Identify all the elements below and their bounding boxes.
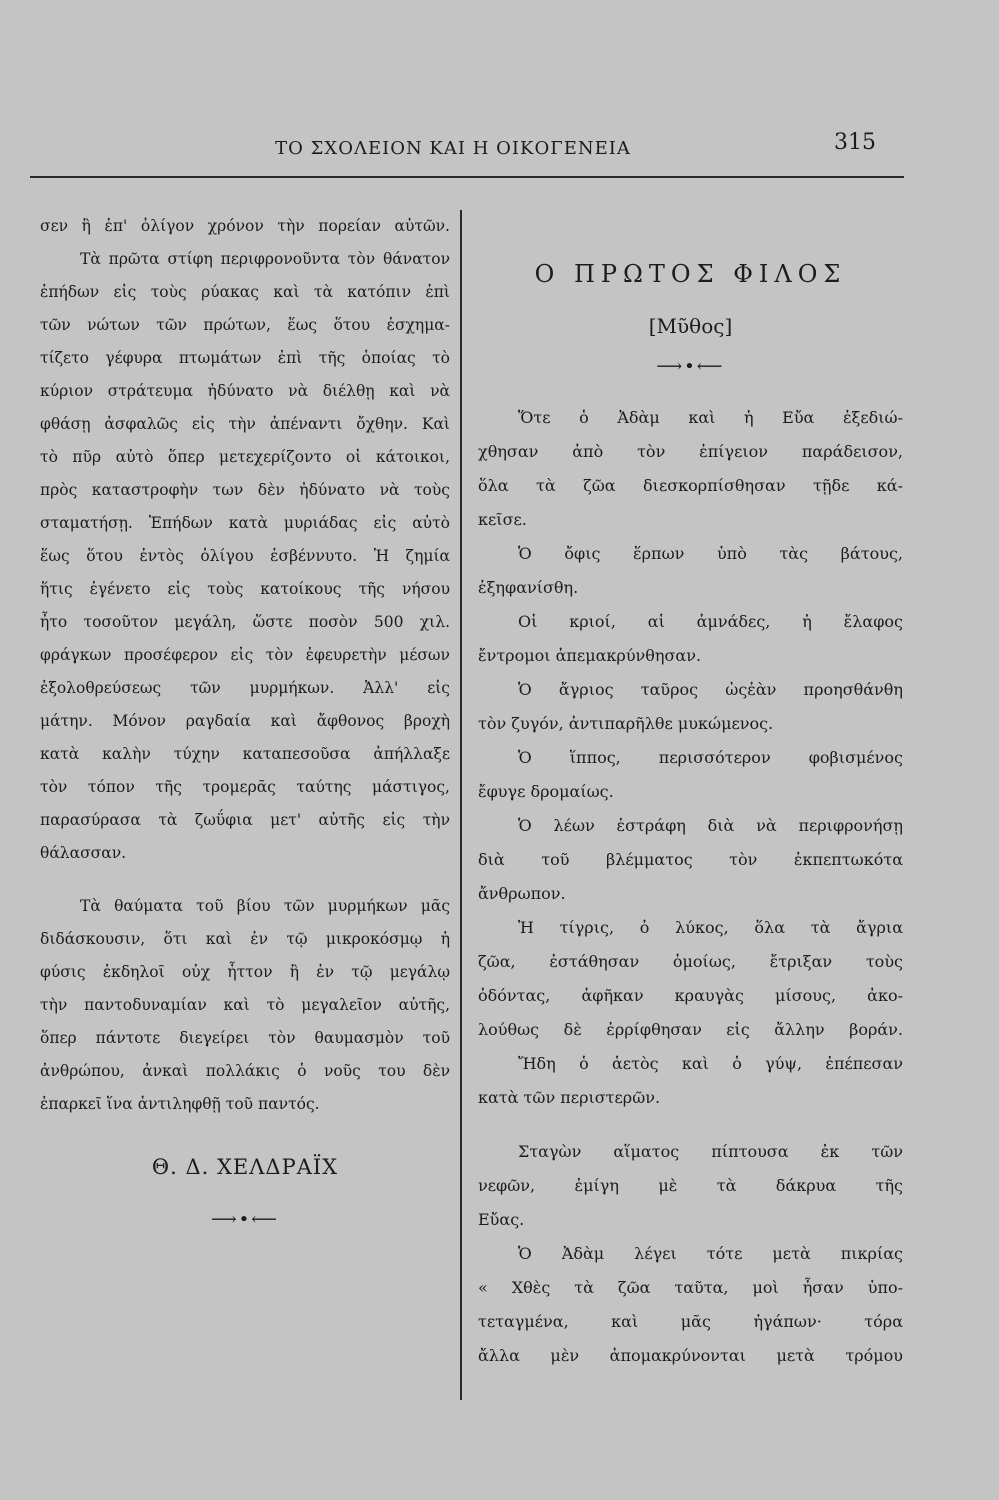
end-ornament: ⟶•⟵ <box>210 1209 280 1230</box>
text-line: ἕως ὅτου ἐντὸς ὀλίγου ἐσβέννυτο. Ἡ ζημία <box>40 547 450 565</box>
text-line: τὸ πῦρ αὐτὸ ὅπερ μετεχερίζοντο οἱ κάτοικοι, <box>40 448 450 466</box>
text-line: ζῶα, ἐστάθησαν ὁμοίως, ἔτριξαν τοὺς <box>478 952 903 971</box>
text-line: κατὰ τῶν περιστερῶν. <box>478 1088 661 1107</box>
text-line: ἀνθρώπου, ἀνκαὶ πολλάκις ὁ νοῦς του δὲν <box>40 1062 450 1080</box>
text-line: ἔφυγε δρομαίως. <box>478 782 614 801</box>
text-line: ἦτο τοσοῦτον μεγάλη, ὥστε ποσὸν 500 χιλ. <box>40 613 450 631</box>
text-line: τεταγμένα, καὶ μᾶς ἠγάπων· τόρα <box>478 1312 903 1331</box>
title-ornament: ⟶•⟵ <box>656 356 725 377</box>
text-line: λούθως δὲ ἐρρίφθησαν εἰς ἄλλην βοράν. <box>478 1020 903 1039</box>
left-paragraph-1 <box>40 210 450 870</box>
text-line: Τὰ πρῶτα στίφη περιφρονοῦντα τὸν θάνατον <box>80 250 450 268</box>
text-line: τὸν τόπον τῆς τρομερᾶς ταύτης μάστιγος, <box>40 778 450 796</box>
text-line: ἐξολοθρεύσεως τῶν μυρμήκων. Ἀλλ' εἰς <box>40 679 450 697</box>
author-signature: Θ. Δ. ΧΕΛΔΡΑΪΧ <box>151 1155 339 1179</box>
column-divider <box>460 210 462 1400</box>
text-line: ἄνθρωπον. <box>478 884 566 903</box>
text-line: θάλασσαν. <box>40 844 127 862</box>
text-line: ἄλλα μὲν ἀπομακρύνονται μετὰ τρόμου <box>478 1346 903 1365</box>
text-line: κατὰ καλὴν τύχην καταπεσοῦσα ἀπήλλαξε <box>40 745 450 763</box>
text-line: Ὁ ἄγριος ταῦρος ὡςἐὰν προησθάνθη <box>518 680 903 699</box>
text-line: ἔντρομοι ἀπεμακρύνθησαν. <box>478 646 702 665</box>
text-line: Ἤδη ὁ ἀετὸς καὶ ὁ γύψ, ἐπέπεσαν <box>518 1054 903 1073</box>
text-line: Ὅτε ὁ Ἀδὰμ καὶ ἡ Εὔα ἐξεδιώ- <box>518 408 903 427</box>
text-line: φύσις ἐκδηλοῖ οὐχ ἧττον ἢ ἐν τῷ μεγάλῳ <box>40 963 450 981</box>
text-line: διδάσκουσιν, ὅτι καὶ ἐν τῷ μικροκόσμῳ ἡ <box>40 930 450 948</box>
text-line: φθάσῃ ἀσφαλῶς εἰς τὴν ἀπέναντι ὄχθην. Καὶ <box>40 415 450 433</box>
text-line: ἐπαρκεῖ ἵνα ἀντιληφθῇ τοῦ παντός. <box>40 1095 320 1113</box>
text-line: τῶν νώτων τῶν πρώτων, ἕως ὅτου ἐσχημα- <box>40 316 450 334</box>
text-line: Οἱ κριοί, αἱ ἀμνάδες, ἡ ἔλαφος <box>518 612 903 631</box>
text-line: ἐξηφανίσθη. <box>478 578 579 597</box>
text-line: σεν ἢ ἐπ' ὀλίγον χρόνον τὴν πορείαν αὐτῶν. <box>40 217 450 235</box>
left-paragraph-2 <box>40 890 450 1121</box>
text-line: μάτην. Μόνον ραγδαία καὶ ἄφθονος βροχὴ <box>40 712 450 730</box>
text-line: « Χθὲς τὰ ζῶα ταῦτα, μοὶ ἦσαν ὑπο- <box>478 1278 903 1297</box>
page-number: 315 <box>834 130 876 155</box>
text-line: Ὁ ἵππος, περισσότερον φοβισμένος <box>518 748 903 767</box>
right-paragraphs-1 <box>478 401 903 1115</box>
story-title: Ο ΠΡΩΤΟΣ ΦΙΛΟΣ <box>534 260 847 288</box>
text-line: πρὸς καταστροφὴν των δὲν ἠδύνατο νὰ τοὺς <box>40 481 450 499</box>
story-subtitle: [Μῦθος] <box>648 314 733 338</box>
text-line: παρασύρασα τὰ ζωΰφια μετ' αὐτῆς εἰς τὴν <box>40 811 450 829</box>
text-line: ὅλα τὰ ζῶα διεσκορπίσθησαν τῇδε κά- <box>478 476 903 495</box>
header-rule <box>30 176 904 178</box>
text-line: κεῖσε. <box>478 510 527 529</box>
text-line: Ἡ τίγρις, ὁ λύκος, ὅλα τὰ ἄγρια <box>518 918 903 937</box>
right-column <box>478 260 903 1373</box>
text-line: διὰ τοῦ βλέμματος τὸν ἐκπεπτωκότα <box>478 850 903 869</box>
text-line: Ὁ λέων ἐστράφη διὰ νὰ περιφρονήσῃ <box>518 816 903 835</box>
text-line: κύριον στράτευμα ἠδύνατο νὰ διέλθῃ καὶ νὰ <box>40 382 450 400</box>
text-line: φράγκων προσέφερον εἰς τὸν ἐφευρετὴν μέσων <box>40 646 450 664</box>
text-line: Ὁ ὄφις ἕρπων ὑπὸ τὰς βάτους, <box>518 544 903 563</box>
text-line: σταματήσῃ. Ἐπήδων κατὰ μυριάδας εἰς αὐτὸ <box>40 514 450 532</box>
text-line: νεφῶν, ἐμίγη μὲ τὰ δάκρυα τῆς <box>478 1176 903 1195</box>
text-line: ὅπερ πάντοτε διεγείρει τὸν θαυμασμὸν τοῦ <box>40 1029 450 1047</box>
running-header-title: ΤΟ ΣΧΟΛΕΙΟΝ ΚΑΙ Η ΟΙΚΟΓΕΝΕΙΑ <box>275 138 631 159</box>
text-line: ὀδόντας, ἀφῆκαν κραυγὰς μίσους, ἀκο- <box>478 986 903 1005</box>
paragraph-gap <box>40 870 450 890</box>
text-line: ἐπήδων εἰς τοὺς ρύακας καὶ τὰ κατόπιν ἐπὶ <box>40 283 450 301</box>
text-line: Σταγὼν αἵματος πίπτουσα ἐκ τῶν <box>518 1142 903 1161</box>
right-paragraphs-2 <box>478 1135 903 1373</box>
text-line: ἥτις ἐγένετο εἰς τοὺς κατοίκους τῆς νήσου <box>40 580 450 598</box>
text-line: Ὁ Ἀδὰμ λέγει τότε μετὰ πικρίας <box>518 1244 903 1263</box>
text-line: τίζετο γέφυρα πτωμάτων ἐπὶ τῆς ὁποίας τὸ <box>40 349 450 367</box>
text-line: Εὔας. <box>478 1210 525 1229</box>
text-line: τὸν ζυγόν, ἀντιπαρῆλθε μυκώμενος. <box>478 714 774 733</box>
text-line: χθησαν ἀπὸ τὸν ἐπίγειον παράδεισον, <box>478 442 903 461</box>
left-column <box>40 210 450 1230</box>
paragraph-gap <box>478 1115 903 1135</box>
text-line: τὴν παντοδυναμίαν καὶ τὸ μεγαλεῖον αὐτῆς, <box>40 996 450 1014</box>
text-line: Τὰ θαύματα τοῦ βίου τῶν μυρμήκων μᾶς <box>80 897 450 915</box>
